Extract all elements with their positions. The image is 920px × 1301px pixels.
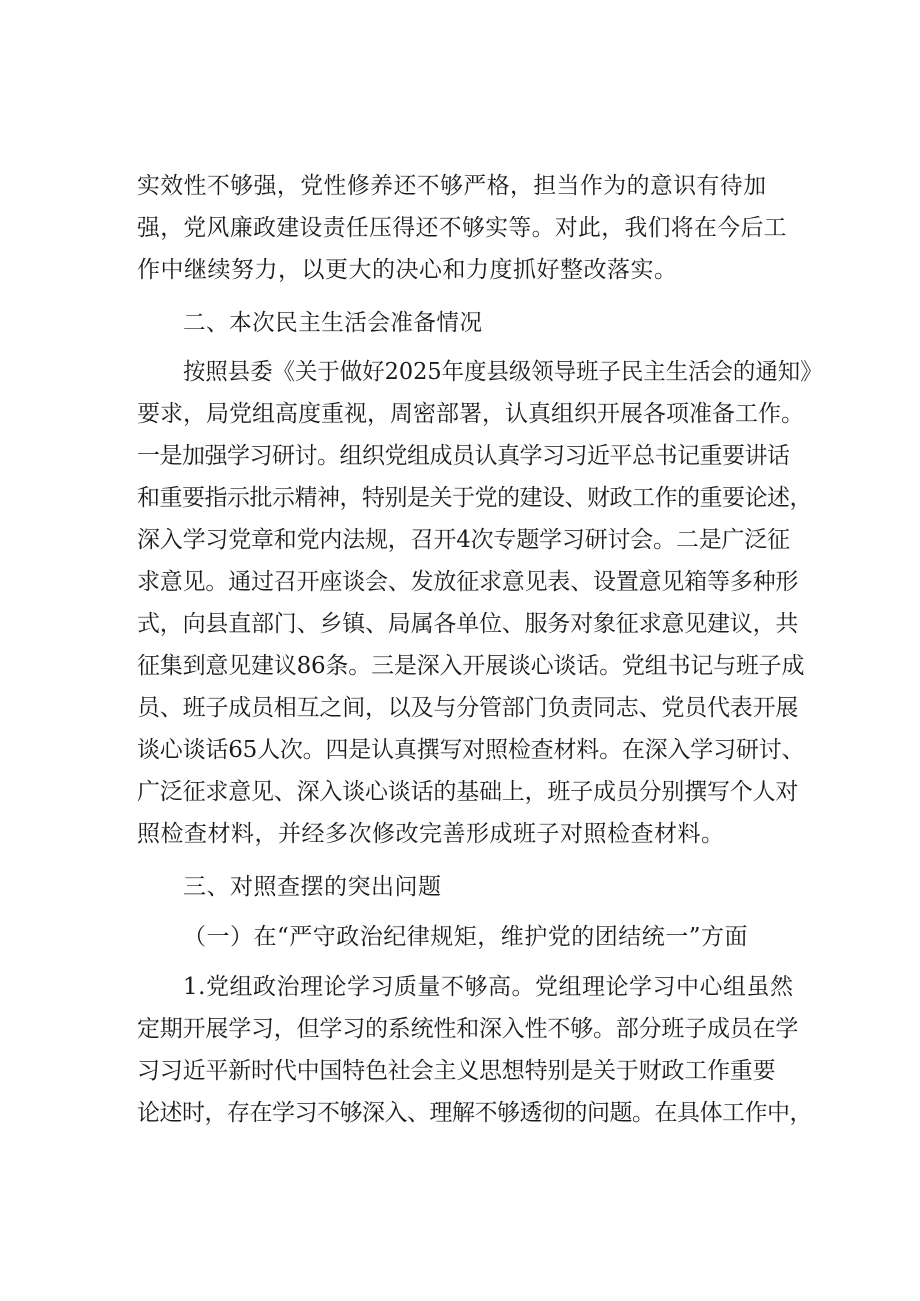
- text-line: [137, 520, 817, 560]
- text-span: 一是加强学习研讨。组织党组成员认真学习习近平总书记重要讲话: [137, 443, 790, 469]
- text-line: [137, 250, 697, 290]
- text-line: [137, 814, 737, 854]
- text-line: [183, 352, 823, 392]
- text-line: [137, 688, 817, 728]
- section-heading: [183, 303, 483, 343]
- text-span: 按照县委《关于做好2025年度县级领导班子民主生活会的通知》: [183, 359, 823, 385]
- text-line: [137, 1093, 817, 1133]
- text-span: 员、班子成员相互之间，以及与分管部门负责同志、党员代表开展: [137, 695, 799, 721]
- text-span: 深入学习党章和党内法规，召开4次专题学习研讨会。二是广泛征: [137, 527, 790, 553]
- text-line: [137, 1051, 817, 1091]
- text-span: 作中继续努力，以更大的决心和力度抓好整改落实。: [137, 257, 678, 283]
- text-span: 定期开展学习，但学习的系统性和深入性不够。部分班子成员在学: [137, 1016, 799, 1042]
- text-line: [137, 478, 817, 518]
- text-line: [183, 967, 803, 1007]
- text-span: 习习近平新时代中国特色社会主义思想特别是关于财政工作重要: [137, 1058, 776, 1084]
- text-span: 照检查材料，并经多次修改完善形成班子对照检查材料。: [137, 821, 725, 847]
- text-span: 1.党组政治理论学习质量不够高。党组理论学习中心组虽然: [183, 974, 794, 1000]
- text-line: [137, 436, 817, 476]
- text-span: 实效性不够强，党性修养还不够严格，担当作为的意识有待加: [137, 173, 767, 199]
- text-line: [137, 208, 787, 248]
- text-span: 和重要指示批示精神，特别是关于党的建设、财政工作的重要论述，: [137, 485, 812, 511]
- text-span: 求意见。通过召开座谈会、发放征求意见表、设置意见箱等多种形: [137, 569, 799, 595]
- text-line: [137, 772, 817, 812]
- heading-text: （一）在“严守政治纪律规矩，维护党的团结统一”方面: [183, 924, 749, 950]
- text-span: 谈心谈话65人次。四是认真撰写对照检查材料。在深入学习研讨、: [137, 737, 805, 763]
- text-span: 要求，局党组高度重视，周密部署，认真组织开展各项准备工作。: [137, 401, 804, 427]
- heading-text: 二、本次民主生活会准备情况: [183, 310, 483, 336]
- text-line: [137, 646, 817, 686]
- heading-text: 三、对照查摆的突出问题: [183, 874, 442, 900]
- text-line: [137, 562, 817, 602]
- text-line: [137, 730, 817, 770]
- text-span: 征集到意见建议86条。三是深入开展谈心谈话。党组书记与班子成: [137, 653, 805, 679]
- text-span: 式，向县直部门、乡镇、局属各单位、服务对象征求意见建议，共: [137, 611, 799, 637]
- text-line: [137, 1009, 817, 1049]
- section-heading: [183, 867, 463, 907]
- text-line: [137, 604, 817, 644]
- text-span: 论述时，存在学习不够深入、理解不够透彻的问题。在具体工作中，: [137, 1100, 812, 1126]
- text-span: 强，党风廉政建设责任压得还不够实等。对此，我们将在今后工: [137, 215, 787, 241]
- text-span: 广泛征求意见、深入谈心谈话的基础上，班子成员分别撰写个人对: [137, 779, 799, 805]
- text-line: [137, 394, 817, 434]
- subsection-heading: [183, 917, 783, 957]
- text-line: [137, 166, 767, 206]
